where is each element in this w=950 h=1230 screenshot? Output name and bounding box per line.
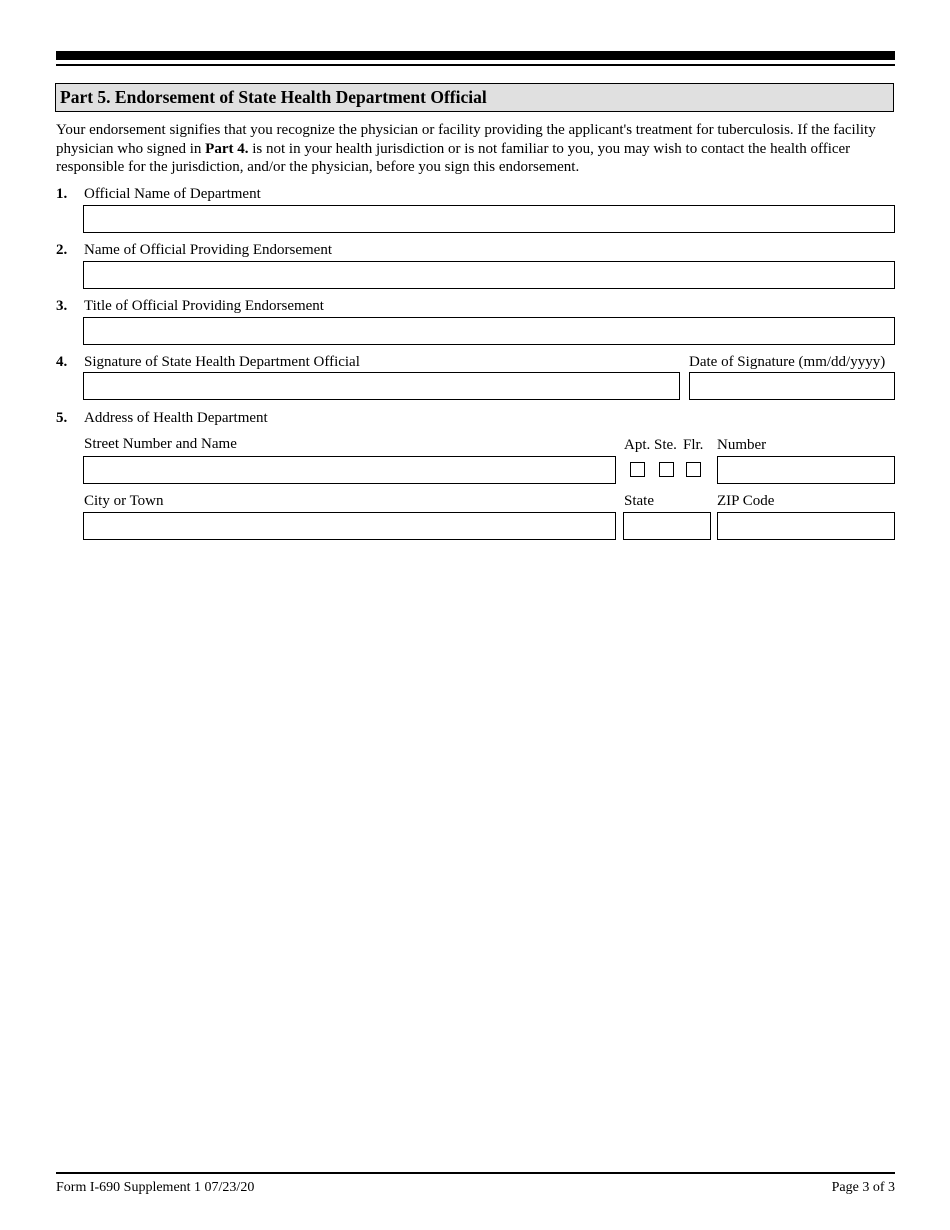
header-rule-thin [56,64,895,66]
street-field[interactable] [83,456,616,484]
intro-paragraph [56,121,896,177]
header-rule-thick [56,51,895,60]
number-label: Number [717,437,767,453]
signature-field[interactable] [83,372,680,400]
intro-text-a: Your endorsement signifies that you recognize the physician or facility providing the applicant's treatment for tuberculosis. If the facility physician who signed in [56,122,876,157]
apt-number-field[interactable] [717,456,895,484]
page-number: Page 3 of 3 [831,1180,895,1195]
zip-label: ZIP Code [717,493,775,509]
q3-number: 3. [56,298,68,314]
q5-number: 5. [56,410,68,426]
apt-label: Apt. [624,437,651,453]
q2-label: Name of Official Providing Endorsement [84,242,332,258]
date-of-signature-field[interactable] [689,372,895,400]
flr-checkbox[interactable] [686,462,701,477]
q4-label: Signature of State Health Department Official [84,354,360,370]
footer-rule [56,1172,895,1174]
ste-label: Ste. [654,437,677,453]
form-identifier: Form I-690 Supplement 1 07/23/20 [56,1180,255,1195]
q4-number: 4. [56,354,68,370]
intro-text-b: is not in your health jurisdiction or is not familiar to you, you may wish to contact the health officer responsible for the jurisdiction, and/or the physician, before you sign this endorsement. [56,140,851,175]
q1-number: 1. [56,186,68,202]
q1-label: Official Name of Department [84,186,261,202]
city-label: City or Town [84,493,164,509]
ste-checkbox[interactable] [659,462,674,477]
official-title-field[interactable] [83,317,895,345]
official-name-field[interactable] [83,261,895,289]
street-label: Street Number and Name [84,436,237,452]
apt-checkbox[interactable] [630,462,645,477]
q3-label: Title of Official Providing Endorsement [84,298,324,314]
state-label: State [624,493,654,509]
part-title: Part 5. Endorsement of State Health Department Official [60,87,487,107]
q5-label: Address of Health Department [84,410,268,426]
date-of-signature-label: Date of Signature (mm/dd/yyyy) [689,354,886,370]
zip-field[interactable] [717,512,895,540]
city-field[interactable] [83,512,616,540]
state-field[interactable] [623,512,711,540]
department-name-field[interactable] [83,205,895,233]
flr-label: Flr. [683,437,704,453]
part-header [55,83,894,112]
q2-number: 2. [56,242,68,258]
intro-text-bold: Part 4. [205,140,249,157]
